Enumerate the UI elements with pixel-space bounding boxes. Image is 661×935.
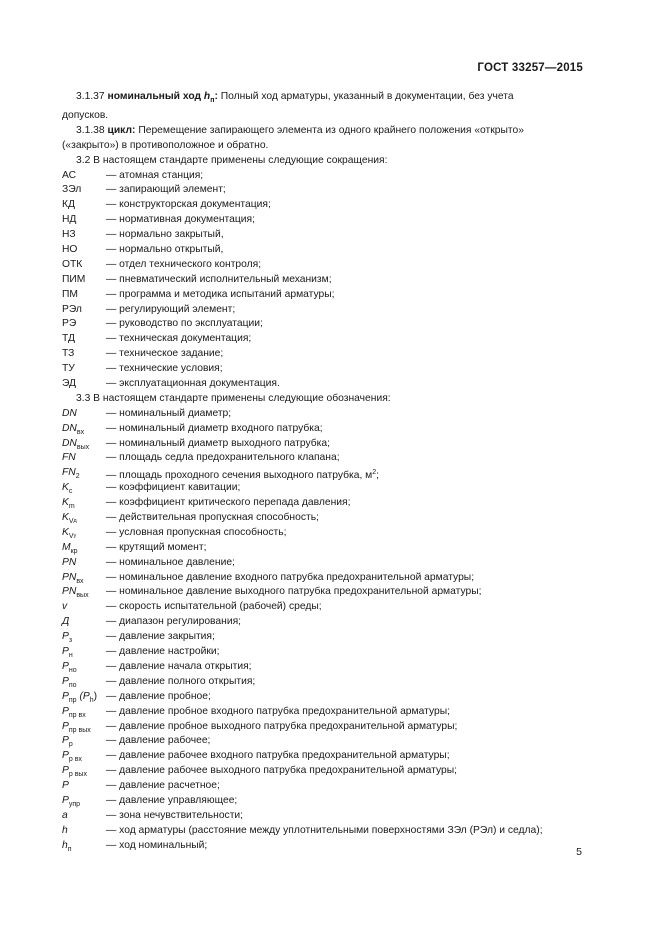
abbreviation-term: НД [62, 214, 77, 226]
symbol-definition [106, 690, 211, 705]
def-symbol-sub: п [210, 97, 215, 104]
symbol-subscript: V [68, 518, 74, 526]
symbol-definition-text: — давление настройки; [106, 646, 220, 658]
symbol-main: DN [62, 407, 77, 419]
abbreviation-term: ЭД [62, 378, 77, 389]
symbol-row [62, 809, 584, 824]
symbol-definition [106, 809, 243, 824]
symbol-term [62, 496, 106, 511]
abbreviation-definition: — запирающий элемент; [106, 184, 226, 196]
symbol-main: FN [62, 467, 76, 479]
symbol-definition [106, 600, 322, 615]
symbol-row [62, 556, 584, 571]
symbol-subscript: з [68, 637, 73, 645]
symbol-definition [106, 407, 231, 422]
symbol-row [62, 437, 584, 452]
abbreviation-term: ТУ [62, 363, 75, 375]
symbols-list [62, 407, 584, 854]
symbol-term [62, 645, 106, 660]
symbol-term [62, 749, 106, 764]
symbol-term [62, 690, 106, 705]
symbol-definition-text: — номинальный диаметр; [106, 407, 232, 419]
symbol-definition-text: — давление расчетное; [106, 780, 220, 792]
abbreviation-term: НО [62, 243, 78, 255]
abbreviation-row [62, 169, 584, 184]
symbol-main: P [62, 660, 69, 672]
abbreviation-term: РЭ [62, 318, 77, 330]
abbreviation-definition: — эксплуатационная документация. [106, 378, 280, 389]
symbol-row [62, 675, 584, 690]
abbreviation-row [62, 213, 584, 228]
symbol-row [62, 422, 584, 437]
symbol-term [62, 675, 106, 690]
symbol-main: a [62, 809, 68, 821]
symbol-term [62, 437, 106, 452]
symbol-subscript: но [68, 666, 77, 674]
symbol-definition [106, 556, 235, 571]
symbol-main: h [62, 839, 68, 851]
symbol-row [62, 734, 584, 749]
symbol-definition [106, 705, 450, 720]
symbol-row [62, 690, 584, 705]
abbreviation-row [62, 377, 584, 392]
symbol-definition-text: — давление закрытия; [106, 631, 215, 643]
symbol-term [62, 585, 106, 600]
definition-3-1-38-cont: («закрыто») в противоположное и обратно. [62, 139, 269, 151]
def-term: цикл: [107, 124, 136, 136]
abbreviation-row [62, 243, 584, 258]
symbol-term [62, 556, 106, 571]
symbol-subscript: пр [68, 696, 77, 704]
symbol-subscript: m [68, 503, 75, 511]
abbreviation-definition: — атомная станция; [106, 169, 204, 181]
abbreviation-definition: — конструкторская документация; [106, 199, 271, 211]
symbol-definition-text: — номинальное давление входного патрубка предохранительной арматуры; [106, 571, 475, 583]
symbol-subscript: р вых [68, 771, 87, 779]
abbreviations-intro: 3.2 В настоящем стандарте применены следующие сокращения: [76, 154, 388, 166]
symbol-subscript: вх [76, 577, 84, 585]
symbol-term [62, 720, 106, 735]
symbol-definition-text: — давление полного открытия; [106, 675, 256, 687]
symbol-subscript: кр [70, 547, 78, 555]
symbol-term [62, 824, 106, 839]
symbol-row [62, 630, 584, 645]
symbol-row [62, 511, 584, 526]
symbol-definition-sup: 2 [372, 469, 377, 477]
symbol-term [62, 779, 106, 794]
abbreviation-definition: — техническое задание; [106, 348, 224, 360]
symbol-definition-text: — площадь проходного сечения выходного патрубка, м [106, 470, 373, 482]
symbol-definition [106, 749, 450, 764]
symbol-alt-close: ) [93, 690, 98, 702]
symbol-main: K [62, 482, 69, 494]
def-term: номинальный ход [107, 91, 202, 102]
symbol-main: P [62, 646, 69, 658]
symbol-definition-text: — давление рабочее; [106, 735, 211, 747]
symbol-definition-text: — номинальный диаметр входного патрубка; [106, 422, 323, 434]
symbol-definition [106, 437, 330, 452]
symbol-main: M [62, 541, 71, 553]
symbol-term [62, 422, 106, 437]
symbol-main: DN [62, 437, 77, 449]
symbol-subscript: р вх [68, 756, 82, 764]
symbol-subsubscript: y [73, 532, 77, 539]
symbol-term [62, 734, 106, 749]
symbol-main: P [62, 631, 69, 643]
symbol-term [62, 571, 106, 586]
symbol-definition [106, 720, 457, 735]
symbol-definition-text: — номинальный диаметр выходного патрубка; [106, 437, 330, 449]
abbreviation-row [62, 347, 584, 362]
symbol-definition [106, 675, 255, 690]
symbol-main: PN [62, 586, 77, 598]
def-symbol: h [203, 91, 211, 102]
symbol-definition-text: — давление управляющее; [106, 794, 238, 806]
def-number: 3.1.37 [76, 91, 105, 102]
symbol-definition [106, 585, 481, 600]
symbol-definition [106, 615, 241, 630]
definition-3-1-37 [76, 90, 584, 109]
def-colon: : [214, 91, 218, 102]
symbol-main: P [62, 705, 69, 717]
symbol-definition [106, 779, 220, 794]
symbol-definition-text: — давление рабочее выходного патрубка предохранительной арматуры; [106, 765, 457, 777]
abbreviation-definition: — регулирующий элемент; [106, 303, 236, 315]
abbreviation-term: РЭл [62, 303, 82, 315]
symbol-term [62, 600, 106, 615]
symbol-main: P [62, 720, 69, 732]
abbreviation-term: КД [62, 199, 75, 211]
symbol-definition-text: — коэффициент критического перепада давления; [106, 497, 351, 509]
abbreviation-row [62, 198, 584, 213]
symbol-subscript: вых [76, 592, 89, 600]
symbol-definition-text: — площадь седла предохранительного клапана; [106, 452, 340, 464]
abbreviation-definition: — пневматический исполнительный механизм; [106, 273, 332, 285]
abbreviation-row [62, 228, 584, 243]
symbol-definition [106, 481, 240, 496]
symbol-row [62, 749, 584, 764]
symbol-definition [106, 496, 350, 511]
def-text: Перемещение запирающего элемента из одного крайнего положения «открыто» [138, 124, 524, 136]
symbol-row [62, 660, 584, 675]
symbol-definition [106, 451, 340, 466]
symbol-definition-text: — действительная пропускная способность; [106, 512, 319, 524]
symbol-row [62, 600, 584, 615]
symbol-alt-subscript: h [89, 696, 94, 704]
abbreviation-row [62, 303, 584, 318]
symbol-definition-text: — давление начала открытия; [106, 660, 252, 672]
symbol-definition [106, 526, 287, 541]
definition-3-1-37-cont: допусков. [62, 109, 109, 121]
symbol-row [62, 839, 584, 854]
symbol-row [62, 615, 584, 630]
symbol-definition-text: — давление пробное входного патрубка предохранительной арматуры; [106, 705, 450, 717]
abbreviation-definition: — руководство по эксплуатации; [106, 318, 263, 330]
abbreviation-term: ПИМ [62, 273, 86, 285]
symbol-row [62, 585, 584, 600]
symbol-definition [106, 645, 220, 660]
page-number: 5 [576, 846, 582, 858]
symbol-subscript: по [68, 681, 77, 689]
symbol-main: P [62, 675, 69, 687]
abbreviation-definition: — нормально закрытый, [106, 229, 224, 241]
symbol-definition-text: — давление рабочее входного патрубка предохранительной арматуры; [106, 750, 450, 762]
abbreviation-term: ТД [62, 333, 75, 345]
symbol-subscript: п [67, 845, 72, 853]
symbol-main: DN [62, 422, 77, 434]
abbreviation-definition: — программа и методика испытаний арматуры; [106, 288, 335, 300]
symbol-main: Д [62, 616, 70, 628]
symbol-main: K [62, 512, 69, 524]
symbol-subscript: c [68, 488, 73, 496]
symbol-row [62, 451, 584, 466]
symbol-definition-text: — крутящий момент; [106, 541, 207, 553]
symbol-subscript: 2 [75, 473, 80, 481]
symbol-term [62, 764, 106, 779]
abbreviation-row [62, 288, 584, 303]
symbol-row [62, 764, 584, 779]
symbol-row [62, 824, 584, 839]
symbol-definition-text: — зона нечувствительности; [106, 809, 244, 821]
def-text: Полный ход арматуры, указанный в документации, без учета [220, 91, 514, 102]
symbol-main: K [62, 526, 69, 538]
symbol-main: P [62, 794, 69, 806]
document-header: ГОСТ 33257—2015 [477, 62, 583, 74]
symbol-definition [106, 660, 252, 675]
abbreviation-definition: — технические условия; [106, 363, 223, 375]
symbol-main: PN [62, 571, 77, 583]
symbol-row [62, 720, 584, 735]
symbol-main: P [62, 690, 69, 702]
symbol-term [62, 630, 106, 645]
symbol-term [62, 466, 106, 481]
symbol-definition-tail: ; [376, 470, 380, 482]
symbol-subscript: вых [76, 443, 90, 451]
symbol-term [62, 809, 106, 824]
symbol-term [62, 451, 106, 466]
symbol-subsubscript: д [73, 518, 77, 525]
abbreviation-definition: — нормативная документация; [106, 214, 255, 226]
symbol-row [62, 779, 584, 794]
symbol-main: P [62, 735, 69, 747]
symbol-subscript: пр вых [68, 726, 91, 734]
page-content [62, 90, 584, 854]
symbol-definition-text: — скорость испытательной (рабочей) среды; [106, 601, 322, 613]
symbol-row [62, 645, 584, 660]
symbol-definition [106, 824, 543, 839]
symbol-definition [106, 630, 215, 645]
definition-3-1-38 [76, 124, 584, 139]
abbreviation-term: ЗЭл [62, 184, 82, 196]
abbreviation-term: ТЗ [62, 348, 75, 360]
symbol-definition-text: — условная пропускная способность; [106, 526, 287, 538]
symbol-main: P [62, 765, 69, 777]
symbol-subscript: V [68, 532, 74, 540]
symbol-row [62, 794, 584, 809]
abbreviation-row [62, 183, 584, 198]
symbol-term [62, 511, 106, 526]
symbol-definition-text: — номинальное давление выходного патрубка предохранительной арматуры; [106, 586, 482, 598]
symbol-definition-text: — давление пробное; [106, 690, 211, 702]
abbreviation-term: ПМ [62, 288, 78, 300]
symbol-term [62, 705, 106, 720]
symbol-term [62, 794, 106, 809]
symbol-term [62, 526, 106, 541]
symbol-definition [106, 466, 379, 481]
abbreviation-row [62, 317, 584, 332]
symbol-definition-text: — давление пробное выходного патрубка предохранительной арматуры; [106, 720, 458, 732]
symbol-main: FN [62, 452, 76, 464]
symbol-row [62, 705, 584, 720]
symbol-main: h [62, 824, 68, 836]
symbol-main: P [62, 750, 69, 762]
symbol-row [62, 466, 584, 481]
symbol-definition-text: — коэффициент кавитации; [106, 482, 241, 494]
symbol-main: K [62, 497, 69, 509]
symbol-term [62, 839, 106, 854]
abbreviation-row [62, 332, 584, 347]
abbreviation-term: АС [62, 169, 77, 181]
symbols-intro: 3.3 В настоящем стандарте применены следующие обозначения: [76, 392, 391, 404]
symbol-definition [106, 734, 210, 749]
abbreviation-term: НЗ [62, 229, 76, 241]
symbol-row [62, 541, 584, 556]
symbol-definition [106, 511, 319, 526]
symbol-definition-text: — номинальное давление; [106, 556, 235, 568]
symbol-definition [106, 839, 207, 854]
symbol-subscript: упр [68, 800, 81, 808]
symbol-definition-text: — ход номинальный; [106, 839, 208, 851]
symbol-term [62, 541, 106, 556]
abbreviation-row [62, 258, 584, 273]
symbol-main: PN [62, 556, 77, 568]
symbol-row [62, 481, 584, 496]
symbol-definition [106, 764, 457, 779]
symbol-row [62, 496, 584, 511]
symbol-definition [106, 541, 206, 556]
symbol-definition [106, 571, 474, 586]
symbol-subscript: н [68, 652, 73, 660]
symbol-term [62, 660, 106, 675]
symbol-row [62, 571, 584, 586]
abbreviation-term: ОТК [62, 258, 83, 270]
symbol-row [62, 526, 584, 541]
symbol-term [62, 615, 106, 630]
abbreviations-list [62, 169, 584, 392]
symbol-alt: (P [79, 690, 90, 702]
symbol-definition-text: — диапазон регулирования; [106, 616, 242, 628]
abbreviation-definition: — техническая документация; [106, 333, 252, 345]
symbol-definition [106, 422, 323, 437]
abbreviation-definition: — нормально открытый, [106, 243, 224, 255]
abbreviation-definition: — отдел технического контроля; [106, 258, 262, 270]
symbol-definition-text: — ход арматуры (расстояние между уплотнительными поверхностями ЗЭл (РЭл) и седла); [106, 824, 543, 836]
symbol-main: v [62, 601, 68, 613]
def-number: 3.1.38 [76, 124, 105, 136]
symbol-subscript: вх [76, 428, 85, 436]
symbol-definition [106, 794, 237, 809]
abbreviation-row [62, 273, 584, 288]
symbol-subscript: р [68, 741, 73, 749]
symbol-subscript: пр вх [68, 711, 86, 719]
symbol-row [62, 407, 584, 422]
symbol-main: P [62, 780, 69, 792]
symbol-term [62, 481, 106, 496]
abbreviation-row [62, 362, 584, 377]
symbol-term [62, 407, 106, 422]
